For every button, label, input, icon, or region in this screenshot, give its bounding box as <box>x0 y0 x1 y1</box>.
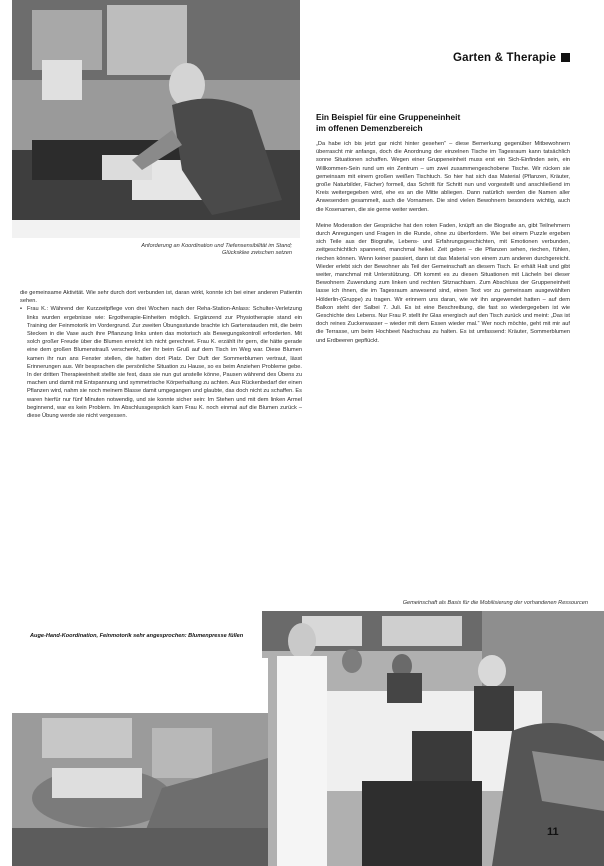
article-left-list <box>20 305 302 420</box>
article-left-body <box>20 289 302 420</box>
section-square-icon <box>561 53 570 62</box>
section-title: Garten & Therapie <box>453 52 557 64</box>
top-photo <box>12 0 300 238</box>
article-right-paragraph-2: Meine Moderation der Gespräche hat den roten Faden, knüpft an die Biografie an, gibt Teilnehmern durch Anregungen und Fragen in die Runde, ohne zu überfordern. Wie bei einem Puzzle ergeben sich Teile aus der Biografie, Lebens- und Erfahrungsgeschichten, mit Emotionen verbunden, zeitgeschichtlich spannend, manchmal heikel. Zeit geben – die Pflanzen sehen, riechen, fühlen, riechen können. Wenn keiner passiert, dann ist das Material von einem zum anderen durchgereicht. Wieder erlebt sich der Bewohner als Teil der Gemeinschaft an diesem Tisch. Er erhält Halt und gibt weiter, manchmal mit Unterstützung. Oft kommt es zu diesen Situationen mit Lächeln bei dieser Bewohnern Zuwendung zum linken und rechten Sitznachbarn. Zum Abschluss der Gruppeneinheit lasse ich ihnen, die im Tagesraum anwesend sind, einen Text vor zu gemeinsam ausgewählten Hölderlin-(Gruppe) zu tragen. Wir erinnern uns daran, wie wir ihn angewendet hatten – auf dem Balkon steht der Salbei 7. Juli. Es ist eine Beschreibung, die fast so wiedergegeben ist wie Geschichte des Lebens. Nur Frau P. stellt ihr Glas energisch auf den Tisch zurück und meint: „Das ist doch reines Zuckerwasser – wieder mit dem Essen wieder mal.“ Wer noch möchte, geht mit mir auf die Terrasse, um beim Hochbeet Nachschau zu halten. Es ist umfassend: Kräuter, Sommerblumen und Erdbeeren gepflückt. <box>316 222 570 344</box>
article-left-bullet-1: • Frau K.: Während der Kurzzeitpflege von drei Wochen nach der Reha-Station-Anlass: Schulter-Verletzung links wurden ergebnisse wie: Ergotherapie-Einheiten möglich. Ergänzend zur Physiotherapie stand ein Training der Feinmotorik im Vordergrund. Zur zweiten Übungsstunde brachte ich Gartenstauden mit, die beim Stecken in die Vase auch ihre Pflanzung links unten das motorisch als Bewegungskontroll erforderten. Mit solch großer Freude über die Blumen erreicht ich nicht gerechnet. Frau K. erzählt ihr gern, die hätte gerade eine dem großen Blumenstrauß verschenkt, der ihr beim Gruß auf dem Tisch im Weg war. Diese Blumen kamen ihr nun ans Fenster stellen, die hatten dort Platz. Der Duft der Sommerblumen vertraut, lässt Erinnerungen aus. Wir besprachen die persönliche Situation zu Hause, so es beim Anziehen Probleme gebe. In der dritten Therapieeinheit stellte sie fest, dass sie nun gut anstelle könne, Pausen während des Übens zu machen und damit mit Entspannung und symmetrische Körperhaltung zu achten. Aus Rückenbedarf der einen Pflanzen wird, nahm sie noch meinem Blasse damit umgegangen und glaubte, das doch nicht zu schaffen. Es waren hierfür nur fünf Minuten notwendig, und sie konnte sicher sein: Im Stehen und mit dem linken Armel beginnend, war es kein Problem. Im Abschlussgespräch kam Frau K. noch einmal auf die Blumen zurück – diese Übung werde sie nicht vergessen. <box>27 305 302 420</box>
bottom-photo <box>12 658 268 866</box>
article-right-body <box>316 140 570 345</box>
bottom-photo-caption: Auge-Hand-Koordination, Feinmotorik sehr angesprochen: Blumenpresse füllen <box>30 633 244 639</box>
bottom-photo-image <box>12 658 268 866</box>
top-photo-caption: Anforderung an Koordination und Tiefensensibilität im Stand; Glücksklee zwischen setzen <box>141 243 292 257</box>
page-number: 11 <box>547 826 559 838</box>
top-photo-image <box>12 0 300 238</box>
group-photo-caption: Gemeinschaft als Basis für die Mobilisierung der vorhandenen Ressourcen <box>402 600 588 606</box>
article-right-paragraph-1: „Da habe ich bis jetzt gar nicht hinter gesehen“ – diese Bemerkung gegenüber Mitbewohnern überrascht mir anfangs, doch die Anordnung der einzelnen Tische im Tagesraum kann tatsächlich sonne Situationen schaffen. Wegen einer Gruppeneinheit muss erst ein Sich-Einfinden sein, ein Willkommen-Sein rund um ein Zentrum – um zwei zusammengeschobene Tische. Wir rücken sie gemeinsam mit einem großen weißen Tischtuch. So hier hat sich das Material (Pflanzen, Kräuter, große Naturbilder, Fächer) formell, das Schritt für Schritt nun und vorgestellt und anschließend im Kreis weitergegeben wird, ehe es an die Mitte abliegen. Dann natürlich werden die Namen aller Anwesenden gesammelt, auch die Vornamen. Die sind vielen Bewohnern besonders wichtig, auch die Kosenamen, die sie gerne weiter werden. <box>316 141 570 213</box>
section-header <box>453 52 570 64</box>
article-heading: Ein Beispiel für eine Gruppeneinheit im offenen Demenzbereich <box>316 112 461 133</box>
article-left-paragraph-1: die gemeinsame Aktivität. Wie sehr durch dort verbunden ist, daran wirkt, konnte ich bei einer anderen Patientin sehen. <box>20 290 302 305</box>
